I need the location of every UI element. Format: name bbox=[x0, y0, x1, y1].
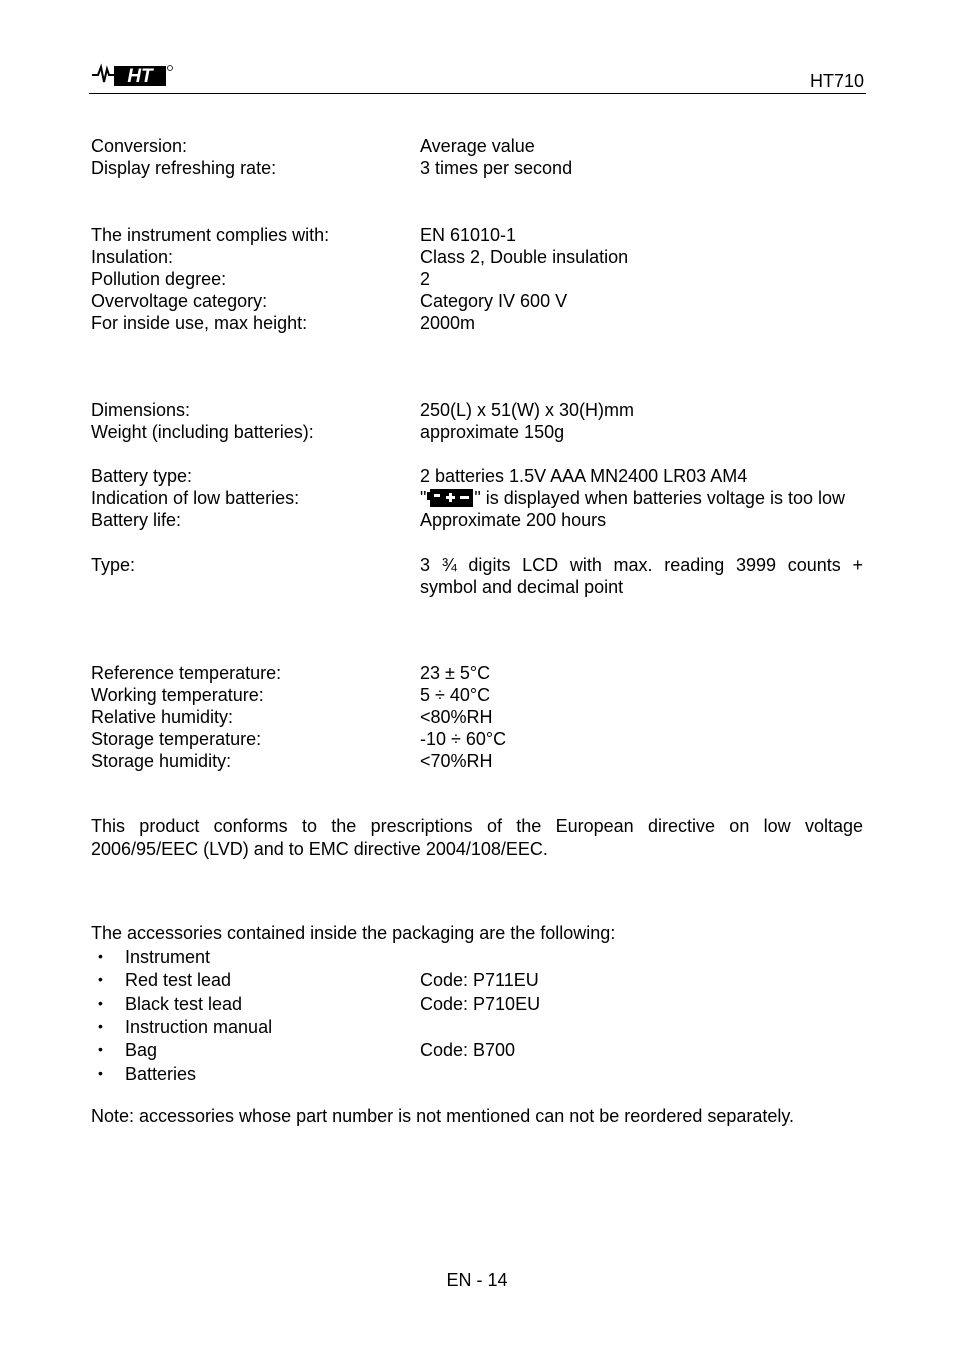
refresh-rate-value: 3 times per second bbox=[420, 158, 573, 178]
conversion-value: Average value bbox=[420, 136, 535, 156]
relative-humidity-value: <80%RH bbox=[420, 707, 493, 727]
document-code: HT710 bbox=[809, 71, 864, 91]
max-height-value: 2000m bbox=[420, 313, 476, 333]
bullet-icon: • bbox=[98, 995, 103, 1011]
bullet-icon: • bbox=[98, 1018, 103, 1034]
storage-temperature-value: -10 ÷ 60°C bbox=[420, 729, 507, 749]
low-battery-text: " is displayed when batteries voltage is too low bbox=[474, 488, 845, 508]
battery-type-value: 2 batteries 1.5V AAA MN2400 LR03 AM4 bbox=[420, 466, 748, 486]
complies-value: EN 61010-1 bbox=[420, 225, 517, 245]
page-number: EN - 14 bbox=[446, 1270, 508, 1290]
bullet-icon: • bbox=[98, 948, 103, 964]
bullet-icon: • bbox=[98, 1065, 103, 1081]
battery-life-value: Approximate 200 hours bbox=[420, 510, 607, 530]
display-type-label: Type: bbox=[91, 555, 136, 575]
accessory-item-code: Code: P711EU bbox=[420, 970, 539, 990]
accessory-item-name: Red test lead bbox=[125, 970, 232, 990]
dimensions-value: 250(L) x 51(W) x 30(H)mm bbox=[420, 400, 635, 420]
storage-temperature-label: Storage temperature: bbox=[91, 729, 262, 749]
header-divider bbox=[89, 93, 866, 94]
accessories-intro: The accessories contained inside the packaging are the following: bbox=[91, 923, 616, 943]
accessories-note: Note: accessories whose part number is not mentioned can not be reordered separately. bbox=[91, 1106, 795, 1126]
conformity-paragraph: This product conforms to the prescriptions of the European directive on low voltage 2006/95/EEC (LVD) and to EMC directive 2004/108/EEC. bbox=[91, 816, 863, 859]
storage-humidity-label: Storage humidity: bbox=[91, 751, 232, 771]
storage-humidity-value: <70%RH bbox=[420, 751, 493, 771]
insulation-value: Class 2, Double insulation bbox=[420, 247, 629, 267]
weight-value: approximate 150g bbox=[420, 422, 565, 442]
accessory-item-name: Black test lead bbox=[125, 994, 243, 1014]
bullet-icon: • bbox=[98, 971, 103, 987]
complies-label: The instrument complies with: bbox=[91, 225, 330, 245]
pollution-value: 2 bbox=[420, 269, 431, 289]
dimensions-label: Dimensions: bbox=[91, 400, 191, 420]
pollution-label: Pollution degree: bbox=[91, 269, 227, 289]
max-height-label: For inside use, max height: bbox=[91, 313, 308, 333]
battery-life-label: Battery life: bbox=[91, 510, 182, 530]
bullet-icon: • bbox=[98, 1041, 103, 1057]
accessory-item-name: Instruction manual bbox=[125, 1017, 273, 1037]
relative-humidity-label: Relative humidity: bbox=[91, 707, 234, 727]
reference-temperature-label: Reference temperature: bbox=[91, 663, 282, 683]
ht-logo-icon bbox=[90, 60, 174, 90]
accessory-item-name: Instrument bbox=[125, 947, 211, 967]
weight-label: Weight (including batteries): bbox=[91, 422, 314, 442]
conversion-label: Conversion: bbox=[91, 136, 188, 156]
accessory-item-name: Batteries bbox=[125, 1064, 197, 1084]
battery-type-label: Battery type: bbox=[91, 466, 193, 486]
reference-temperature-value: 23 ± 5°C bbox=[420, 663, 491, 683]
insulation-label: Insulation: bbox=[91, 247, 174, 267]
logo-text: HT bbox=[127, 66, 153, 87]
overvoltage-value: Category IV 600 V bbox=[420, 291, 568, 311]
working-temperature-label: Working temperature: bbox=[91, 685, 264, 705]
refresh-rate-label: Display refreshing rate: bbox=[91, 158, 277, 178]
accessory-item-code: Code: P710EU bbox=[420, 994, 541, 1014]
overvoltage-label: Overvoltage category: bbox=[91, 291, 268, 311]
low-battery-label: Indication of low batteries: bbox=[91, 488, 300, 508]
working-temperature-value: 5 ÷ 40°C bbox=[420, 685, 491, 705]
accessory-item-name: Bag bbox=[125, 1040, 158, 1060]
accessory-item-code: Code: B700 bbox=[420, 1040, 516, 1060]
display-type-value: 3 ¾ digits LCD with max. reading 3999 counts + symbol and decimal point bbox=[420, 555, 863, 597]
low-battery-quote: " bbox=[420, 488, 427, 508]
